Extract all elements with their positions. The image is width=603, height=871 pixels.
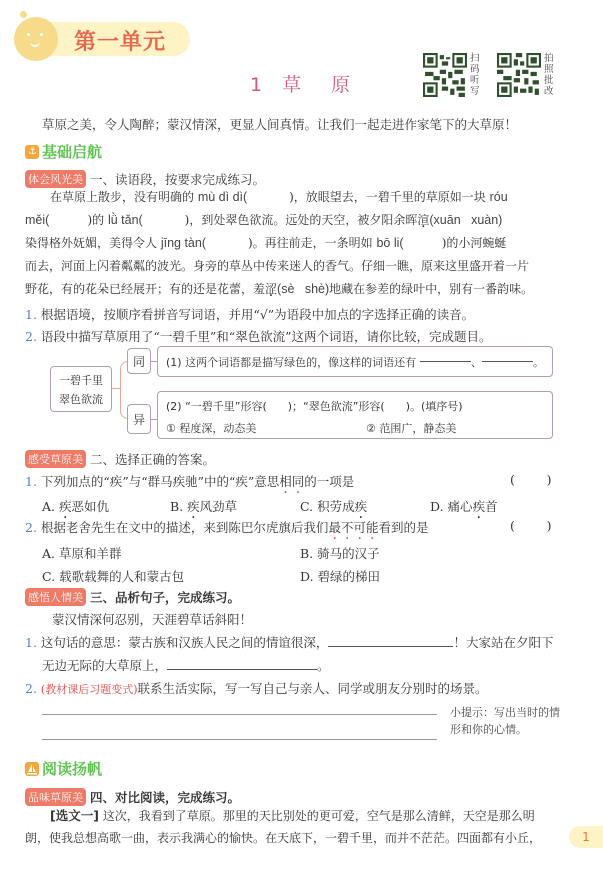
- passage-line-1: 在草原上散步，没有明确的 mù dì dì( )，放眼望去，一碧千里的草原如一块 róu: [50, 190, 508, 204]
- qr-listen-write[interactable]: [423, 53, 480, 97]
- reading-line-1: [选文一] 这次，我看到了草原。那里的天比别处的更可爱，空气是那么清鲜，天空是那么明: [50, 808, 535, 823]
- qr-code-icon[interactable]: [497, 53, 541, 97]
- diagram-same-label: 同: [127, 348, 151, 374]
- lesson-number: 1: [250, 74, 275, 96]
- lesson-name: 草 原: [282, 74, 363, 96]
- answer-paren[interactable]: ( ): [510, 472, 552, 487]
- unit-title: 第一单元: [74, 29, 167, 55]
- answer-line[interactable]: [42, 714, 437, 715]
- question-1-2: 2. 语段中描写草原用了“一碧千里”和“翠色欲流”这两个词语，请你比较，完成题目。: [25, 329, 492, 344]
- qr-label: 拍 照 批 改: [544, 53, 554, 97]
- option-d[interactable]: D. 碧绿的梯田: [300, 569, 381, 584]
- lesson-title: [250, 70, 362, 97]
- mascot-icon: [14, 17, 58, 61]
- reading-line-2: 朗，使我总想高歌一曲，表示我满心的愉快。在天底下，一碧千里，而并不茫茫。四面都有小丘，: [25, 831, 542, 845]
- task2-heading: 感受草原美 二、选择正确的答案。: [25, 450, 215, 468]
- task-tag: 品味草原美: [25, 788, 86, 806]
- intro-text: 草原之美，令人陶醉；蒙汉情深，更显人间真情。让我们一起走进作家笔下的大草原！: [42, 117, 518, 132]
- option-c[interactable]: C. 积劳成疾: [300, 499, 368, 514]
- qr-code-icon[interactable]: [423, 53, 467, 97]
- sail-icon: [25, 762, 39, 776]
- textbook-variant-tag: (教材课后习题变式): [40, 683, 138, 696]
- task-tag: 感受草原美: [25, 450, 86, 468]
- answer-blank[interactable]: [420, 361, 471, 362]
- page-number: 1: [569, 826, 603, 848]
- question-2-2: 2. 根据老舍先生在文中的描述，来到陈巴尔虎旗后我们最不可能看到的是: [25, 520, 429, 535]
- diagram-diff-label: 异: [127, 404, 151, 434]
- anchor-icon: ⚓: [25, 145, 39, 159]
- option-b[interactable]: B. 疾风劲草: [170, 499, 238, 514]
- passage-line-5: 野花，有的花朵已经展开；有的还是花蕾，羞涩(sè shè)地藏在参差的绿叶中，别有一番韵味。: [25, 282, 534, 296]
- question-3-1-cont: 无边无际的大草原上， 。: [42, 658, 330, 673]
- answer-blank[interactable]: [328, 646, 453, 647]
- option-b[interactable]: B. 骑马的汉子: [300, 546, 380, 561]
- diagram-connector: [112, 388, 120, 389]
- diagram-root-box: 一碧千里 翠色欲流: [50, 366, 112, 412]
- qr-photo-grade[interactable]: [497, 53, 554, 97]
- answer-blank[interactable]: [482, 361, 533, 362]
- answer-line[interactable]: [42, 739, 437, 740]
- qr-label: 扫 码 听 写: [470, 53, 480, 97]
- task-tag: 感悟人情美: [25, 588, 86, 606]
- option-d[interactable]: D. 痛心疾首: [430, 499, 498, 514]
- option-c[interactable]: C. 载歌载舞的人和蒙古包: [42, 569, 185, 584]
- diagram-diff-box: (2) “一碧千里”形容( )；“翠色欲流”形容( )。(填序号) ① 程度深，动态美 ② 范围广，静态美: [157, 391, 553, 439]
- task4-heading: 品味草原美 四、对比阅读，完成练习。: [25, 788, 240, 806]
- quote-sentence: 蒙汉情深何忍别，天涯碧草话斜阳！: [52, 612, 253, 627]
- task1-heading: 体会风光美 一、读语段，按要求完成练习。: [25, 170, 265, 188]
- hint-text: 小提示：写出当时的情 形和你的心情。: [450, 706, 560, 736]
- task-tag: 体会风光美: [25, 170, 86, 188]
- question-3-2: 2. (教材课后习题变式)联系生活实际，写一写自己与亲人、同学或朋友分别时的场景。: [25, 681, 488, 696]
- section-heading-basics: ⚓ 基础启航: [25, 141, 102, 162]
- passage-line-4: 而去，河面上闪着粼粼的波光。身旁的草丛中传来迷人的香气。仔细一瞧，原来这里盛开着一片: [25, 259, 530, 273]
- option-a[interactable]: A. 草原和羊群: [42, 546, 122, 561]
- answer-paren[interactable]: ( ): [510, 518, 552, 533]
- section-heading-reading: 阅读扬帆: [25, 758, 102, 779]
- task3-heading: 感悟人情美 三、品析句子，完成练习。: [25, 588, 240, 606]
- question-1-1: 1. 根据语境，按顺序看拼音写词语，并用“√”为语段中加点的字选择正确的读音。: [25, 307, 475, 322]
- answer-blank[interactable]: [167, 669, 317, 670]
- question-2-1: 1. 下列加点的“疾”与“群马疾驰”中的“疾”意思相同的一项是: [25, 474, 355, 489]
- option-a[interactable]: A. 疾恶如仇: [42, 499, 110, 514]
- diagram-same-box: (1) 这两个词语都是描写绿色的，像这样的词语还有 、 。: [157, 346, 553, 377]
- question-3-1: 1. 这句话的意思：蒙古族和汉族人民之间的情谊很深， ！大家站在夕阳下: [25, 635, 554, 650]
- passage-line-2: měi( )的 lǜ tǎn( )，到处翠色欲流。远处的天空，被夕阳余晖渲(xuān xuàn): [25, 213, 503, 227]
- passage-line-3: 染得格外妩媚，美得令人 jīng tàn( )。再往前走，一条明如 bō li( )的小河蜿蜒: [25, 236, 507, 250]
